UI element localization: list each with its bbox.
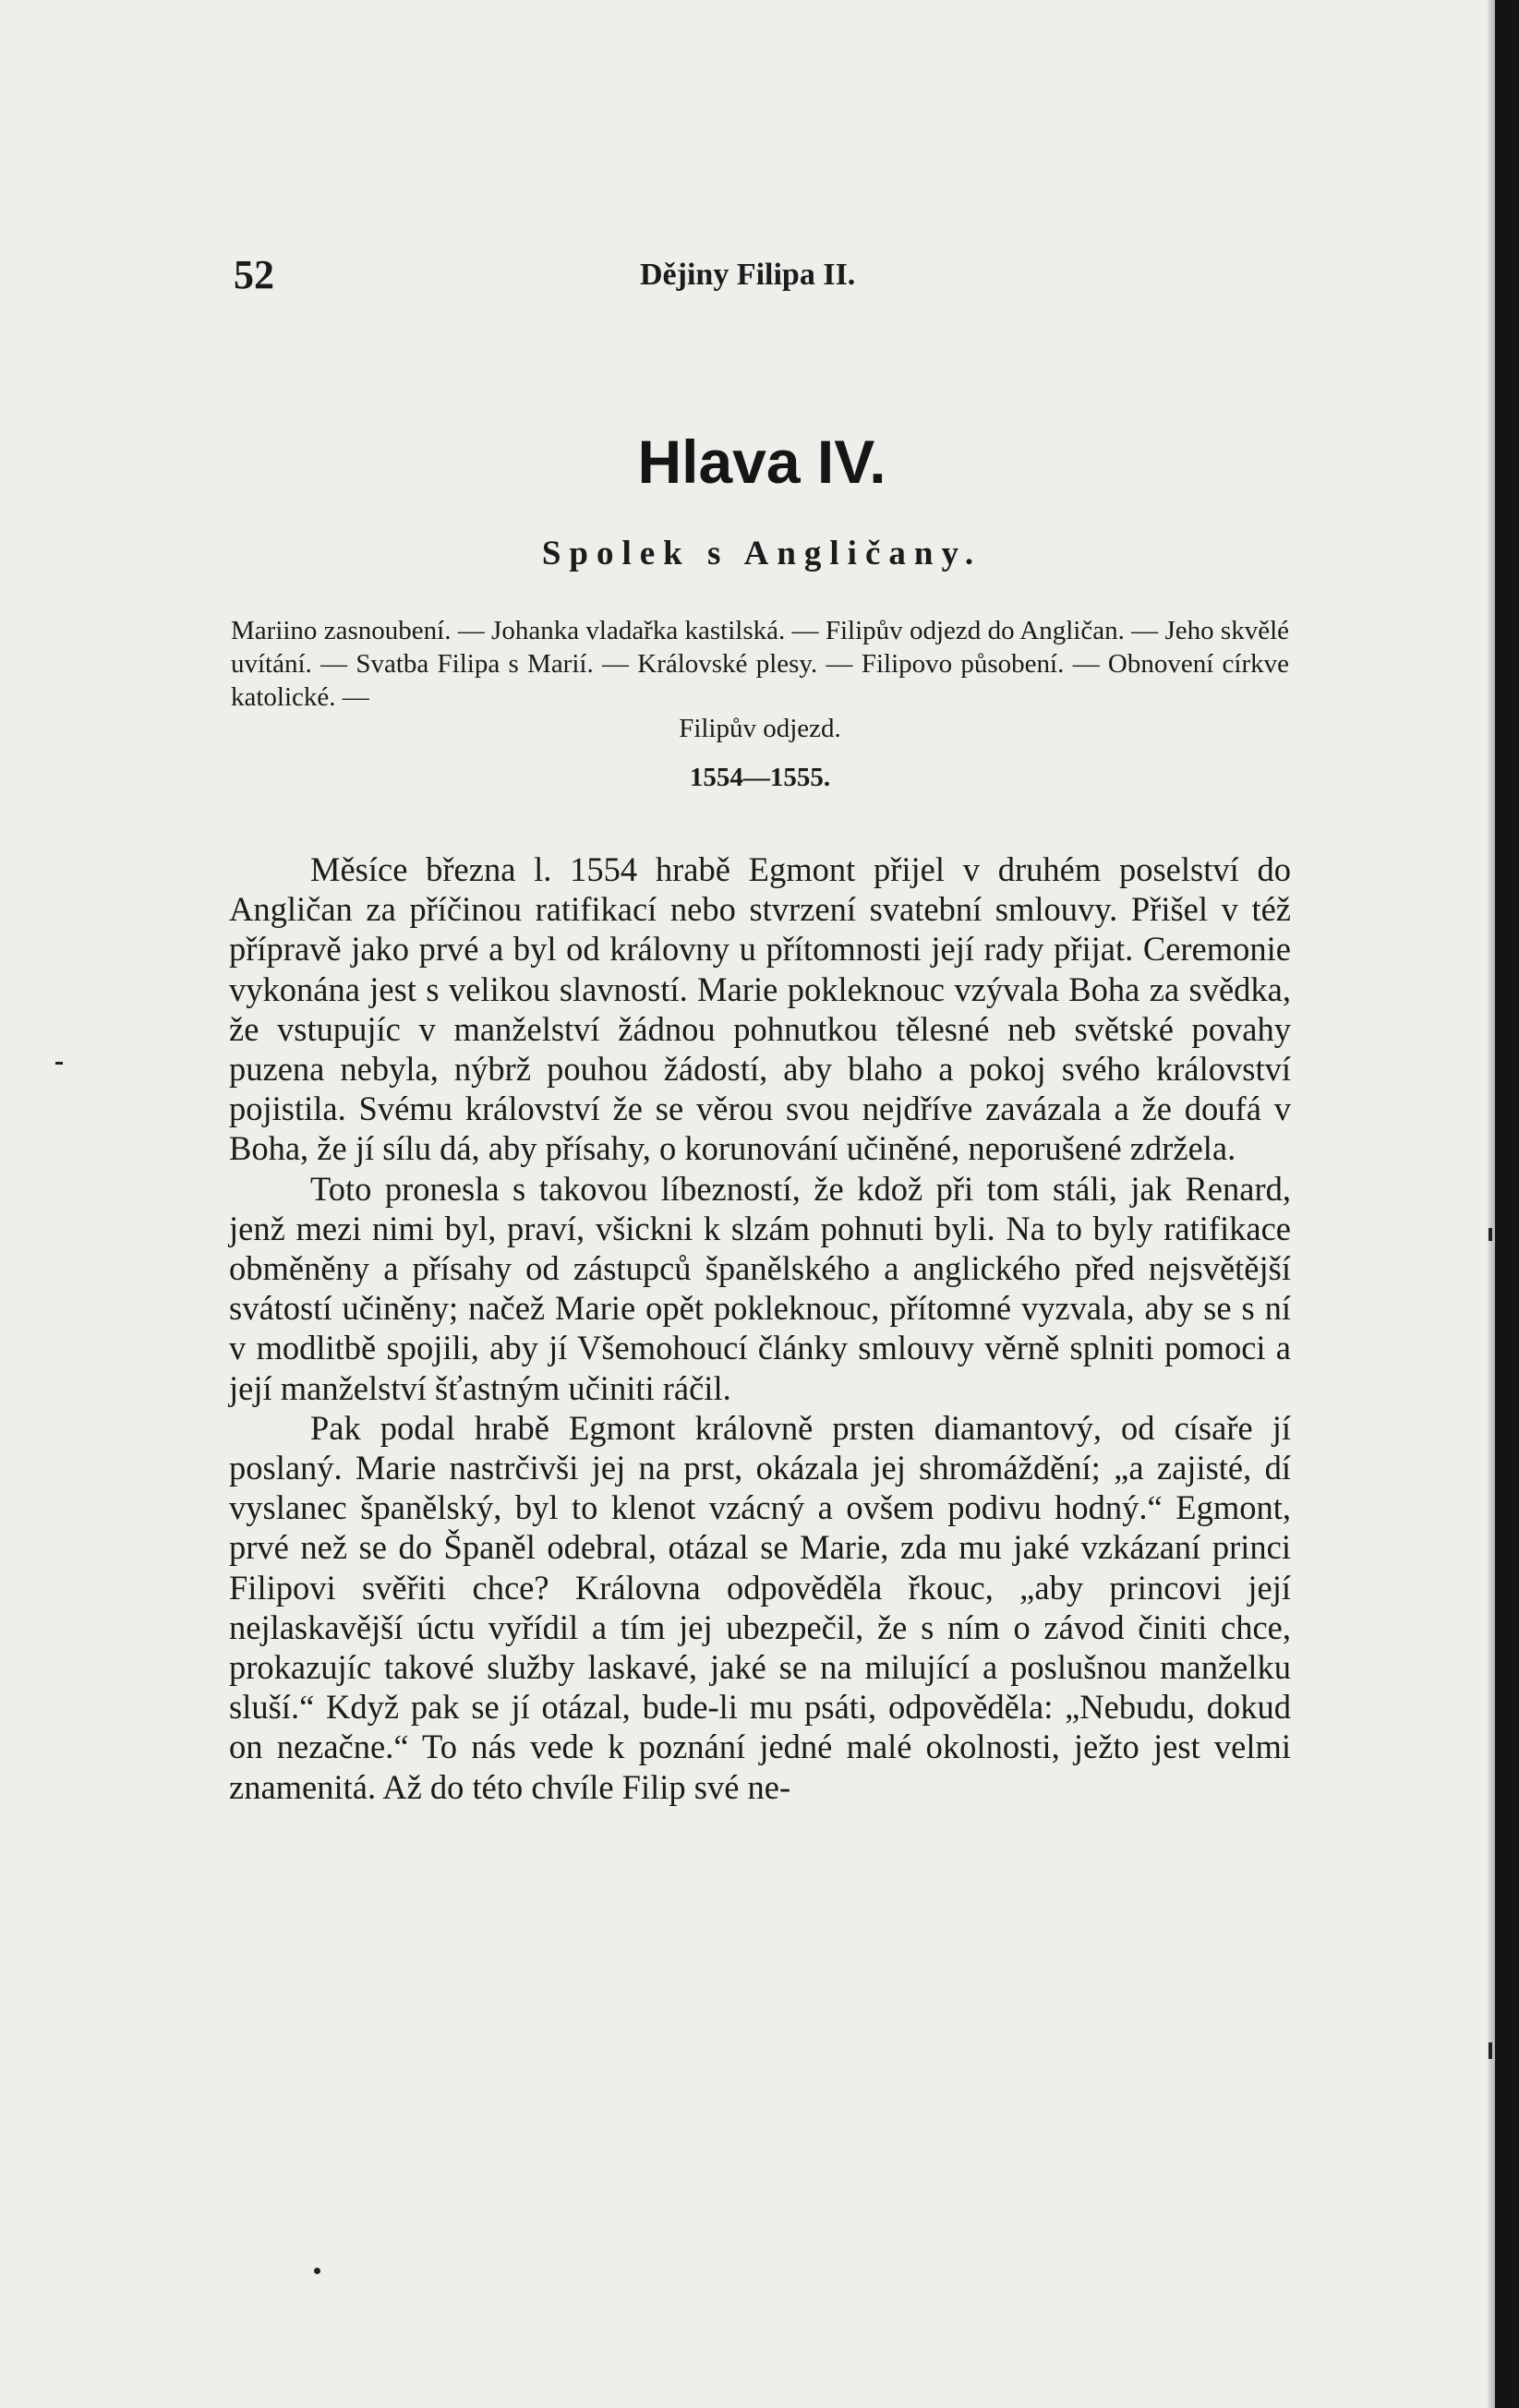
paragraph: Měsíce března l. 1554 hrabě Egmont přijel v druhém poselství do Angličan za příčinou ratifikací nebo stvrzení svatební smlouvy. Přišel v též přípravě jako prvé a byl od královny u přítomnosti její rady přijat. Ceremonie vykonána jest s velikou slavností. Marie pokleknouc vzývala Boha za svědka, že vstupujíc v manželství žádnou pohnutkou tělesné neb světské povahy puzena nebyla, nýbrž pouhou žádostí, aby blaho a pokoj svého království pojistila. Svému království že se věrou svou nejdříve zavázala a že doufá v Boha, že jí sílu dá, aby přísahy, o korunování učiněné, neporušené zdržela. <box>229 850 1291 1168</box>
chapter-summary: Mariino zasnoubení. — Johanka vladařka kastilská. — Filipův odjezd do Angličan. — Jeho skvělé uvítání. — Svatba Filipa s Marií. — Královské plesy. — Filipovo působení. — Obnovení církve katolické. — <box>231 616 1289 712</box>
speck-mark <box>55 1062 63 1065</box>
paragraph: Pak podal hrabě Egmont královně prsten diamantový, od císaře jí poslaný. Marie nastrčivši jej na prst, okázala jej shromáždění; „a zajisté, dí vyslanec španělský, byl to klenot vzácný a ovšem podivu hodný.“ Egmont, prvé než se do Španěl odebral, otázal se Marie, zda mu jaké vzkázaní princi Filipovi svěřiti chce? Královna odpověděla řkouc, „aby princovi její nejlaskavější úctu vyřídil a tím jej ubezpečil, že s ním o závod činiti chce, prokazujíc takové služby laskavé, jaké se na milující a poslušnou manželku sluší.“ Když pak se jí otázal, bude-li mu psáti, odpověděla: „Nebudu, dokud on nezačne.“ To nás vede k poznání jedné malé okolnosti, ježto jest velmi znamenitá. Až do této chvíle Filip své ne- <box>229 1408 1291 1806</box>
chapter-subtitle: Spolek s Angličany. <box>541 535 983 572</box>
speck-mark <box>1489 1228 1492 1241</box>
running-title: Dějiny Filipa II. <box>640 258 856 292</box>
running-head <box>234 247 1296 303</box>
chapter-summary-last-line: Filipův odjezd. <box>679 714 841 743</box>
body-text <box>229 849 1291 1807</box>
chapter-title: Hlava IV. <box>637 427 886 496</box>
page-edge <box>1495 0 1519 2408</box>
paragraph: Toto pronesla s takovou líbezností, že kdož při tom stáli, jak Renard, jenž mezi nimi byl, praví, všickni k slzám pohnuti byli. Na to byly ratifikace obměněny a přísahy od zástupců španělského a anglického před nejsvětější svátostí učiněny; načež Marie opět pokleknouc, přítomné vyzvala, aby se s ní v modlitbě spojili, aby jí Všemohoucí články smlouvy věrně splniti pomoci a její manželství šťastným učiniti ráčil. <box>229 1169 1291 1407</box>
speck-mark <box>314 2268 320 2274</box>
page-number: 52 <box>234 252 274 297</box>
chapter-years: 1554—1555. <box>689 763 831 792</box>
speck-mark <box>1489 2042 1492 2059</box>
